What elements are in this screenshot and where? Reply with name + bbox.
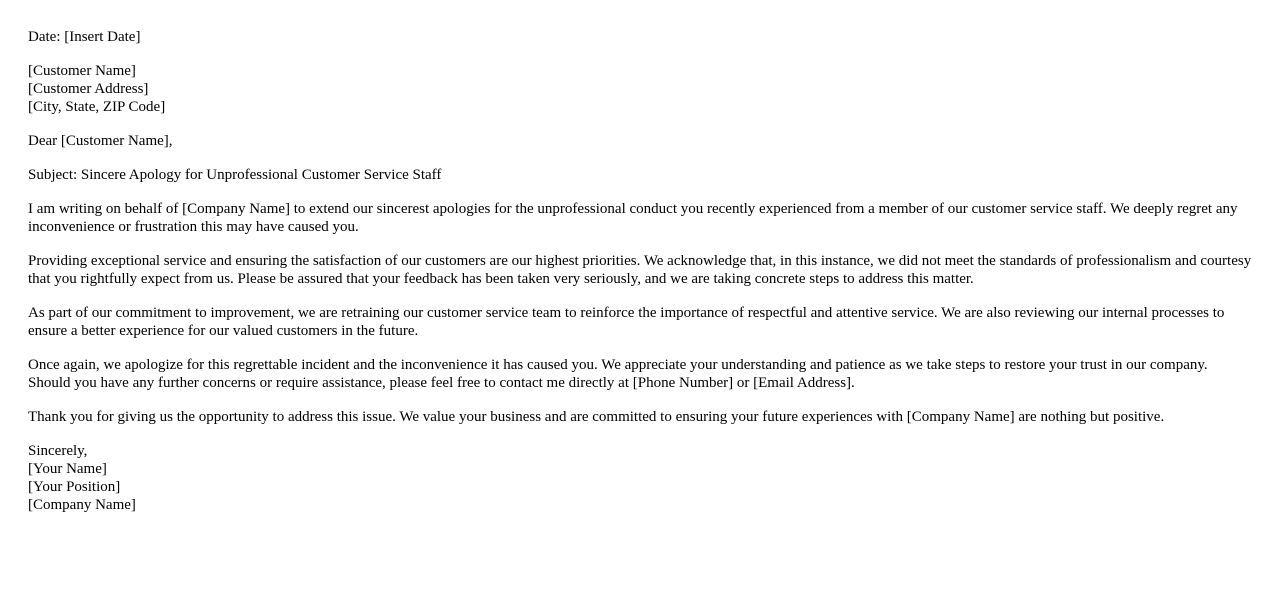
signer-name: [Your Name] [28,461,107,477]
signer-position: [Your Position] [28,479,121,495]
salutation: Dear [Customer Name], [28,133,173,149]
recipient-city-state-zip: [City, State, ZIP Code] [28,99,166,115]
subject-line: Subject: Sincere Apology for Unprofessional Customer Service Staff [28,167,442,183]
body-paragraph-1: I am writing on behalf of [Company Name] to extend our sincerest apologies for the unprofessional conduct you recently experienced from a member of our customer service staff. We deeply regret any inconvenience or frustration this may have caused you. [28,201,1238,235]
closing: Sincerely, [28,443,88,459]
body-paragraph-3: As part of our commitment to improvement, we are retraining our customer service team to reinforce the importance of respectful and attentive service. We are also reviewing our internal processes to ensure a better experience for our valued customers in the future. [28,305,1225,339]
body-paragraph-4: Once again, we apologize for this regrettable incident and the inconvenience it has caused you. We appreciate your understanding and patience as we take steps to restore your trust in our company. Should you have any further concerns or require assistance, please feel free to contact me directly at [Phone Number] or [Email Address]. [28,357,1208,391]
recipient-address: [Customer Address] [28,81,149,97]
recipient-name: [Customer Name] [28,63,136,79]
letter-document [28,28,1253,530]
body-paragraph-5: Thank you for giving us the opportunity to address this issue. We value your business and are committed to ensuring your future experiences with [Company Name] are nothing but positive. [28,409,1165,425]
signature-block [28,442,1253,514]
signer-company: [Company Name] [28,497,136,513]
body-paragraph-2: Providing exceptional service and ensuring the satisfaction of our customers are our highest priorities. We acknowledge that, in this instance, we did not meet the standards of professionalism and courtesy that you rightfully expect from us. Please be assured that your feedback has been taken very seriously, and we are taking concrete steps to address this matter. [28,253,1252,287]
date-line: Date: [Insert Date] [28,29,141,45]
recipient-block [28,62,1253,116]
